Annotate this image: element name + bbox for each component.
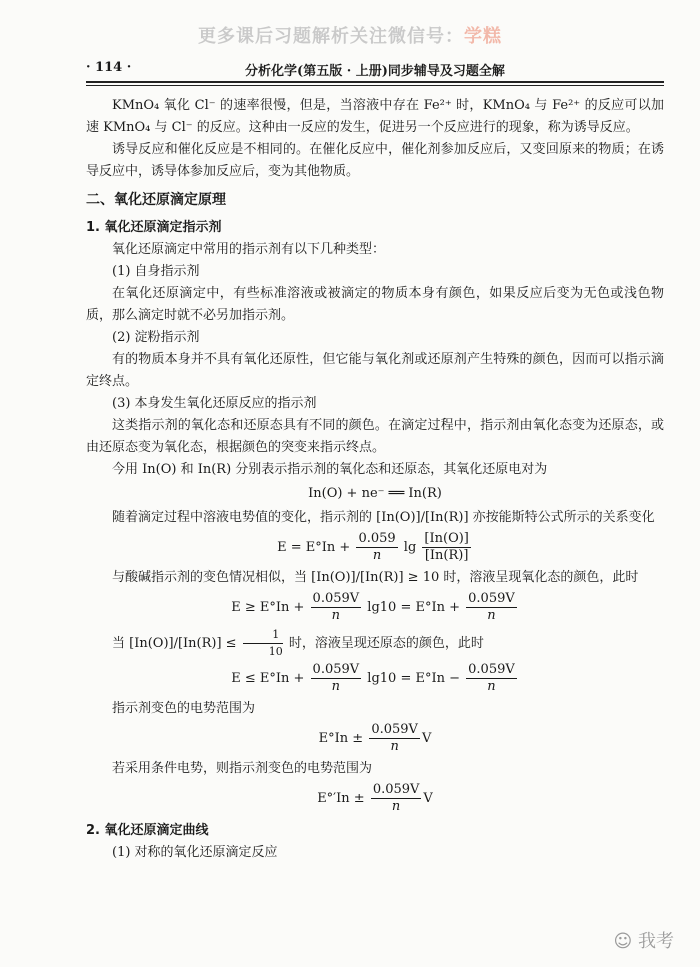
eq3-den: n [331, 608, 341, 623]
reduced-text-a: 当 [In(O)]/[In(R)] ≤ [112, 636, 237, 651]
eq6-unit: V [423, 791, 433, 806]
redox-couple-equation: In(O) + ne⁻ ══ In(R) [308, 486, 442, 501]
bottom-watermark-text: 我考 [638, 931, 674, 952]
paragraph-induced-vs-catalytic: 诱导反应和催化反应是不相同的。在催化反应中，催化剂参加反应后，又变回原来的物质；在诱导反应中，诱导体参加反应后，变为其他物质。 [86, 142, 664, 179]
oxidized-color-text: 与酸碱指示剂的变色情况相似，当 [In(O)]/[In(R)] ≥ 10 时，溶液呈现氧化态的颜色，此时 [112, 570, 639, 585]
wechat-icon: ☺ [613, 931, 633, 952]
subsection-title-indicators: 1. 氧化还原滴定指示剂 [86, 220, 222, 235]
type3-title: (3) 本身发生氧化还原反应的指示剂 [112, 396, 317, 411]
eq6-num: 0.059V [372, 782, 420, 797]
eq4-num: 0.059V [312, 662, 360, 677]
eq2-lden: [In(R)] [424, 548, 469, 563]
eq2-lnum: [In(O)] [424, 531, 469, 546]
type3-text: 这类指示剂的氧化态和还原态具有不同的颜色。在滴定过程中，指示剂由氧化态变为还原态，或由还原态变为氧化态，根据颜色的突变来指示终点。 [86, 418, 664, 455]
eq3-lhs: E ≥ E°In + [231, 600, 305, 615]
conditional-range-equation [86, 782, 664, 816]
reduced-frac-num: 1 [243, 627, 283, 644]
reduced-color-text [86, 627, 664, 660]
eq3-num2: 0.059V [468, 591, 515, 606]
eq4-den: n [331, 679, 341, 694]
in-definition-text: 今用 In(O) 和 In(R) 分别表示指示剂的氧化态和还原态，其氧化还原电对为 [112, 462, 548, 477]
type1-text: 在氧化还原滴定中，有些标准溶液或被滴定的物质本身有颜色，如果反应后变为无色或浅色物质，那么滴定时就不必另加指示剂。 [86, 286, 664, 323]
conditional-potential-text: 若采用条件电势，则指示剂变色的电势范围为 [112, 761, 373, 776]
page-content [86, 95, 664, 864]
subsection-title-curves: 2. 氧化还原滴定曲线 [86, 823, 209, 838]
eq6-den: n [391, 799, 401, 814]
reduced-equation [86, 662, 664, 696]
type1-title: (1) 自身指示剂 [112, 264, 200, 279]
header-rule [86, 81, 664, 83]
eq2-lg: lg [403, 540, 417, 555]
eq3-den2: n [487, 608, 496, 623]
symmetric-reaction-title: (1) 对称的氧化还原滴定反应 [112, 845, 278, 860]
eq4-mid: lg10 = E°In − [367, 671, 460, 686]
eq5-unit: V [421, 731, 432, 746]
eq3-num: 0.059V [312, 591, 360, 606]
eq2-den: n [372, 548, 382, 563]
type2-title: (2) 淀粉指示剂 [112, 330, 200, 345]
page-number: · 114 · [86, 60, 132, 75]
eq2-num: 0.059 [358, 531, 396, 546]
type2-text: 有的物质本身并不具有氧化还原性，但它能与氧化剂或还原剂产生特殊的颜色，因而可以指示滴定终点。 [86, 352, 664, 389]
section-title: 二、氧化还原滴定原理 [86, 192, 226, 208]
eq2-lhs: E = E°In + [277, 540, 351, 555]
header-rule-thin [86, 85, 664, 86]
eq4-num2: 0.059V [468, 662, 515, 677]
watermark-main: 更多课后习题解析关注微信号： [198, 26, 464, 47]
nernst-equation [86, 531, 664, 565]
eq5-num: 0.059V [371, 722, 418, 737]
paragraph-induced-reaction: KMnO₄ 氧化 Cl⁻ 的速率很慢，但是，当溶液中存在 Fe²⁺ 时，KMnO₄ 与 Fe²⁺ 的反应可以加速 KMnO₄ 与 Cl⁻ 的反应。这种由一反应的发生，促进另一个反应进行的现象，称为诱导反应。 [86, 98, 664, 135]
book-title: 分析化学(第五版 · 上册)同步辅导及习题全解 [245, 64, 505, 79]
potential-range-equation [86, 722, 664, 756]
nernst-text: 随着滴定过程中溶液电势值的变化，指示剂的 [In(O)]/[In(R)] 亦按能斯特公式所示的关系变化 [112, 510, 655, 525]
eq3-mid: lg10 = E°In + [367, 600, 460, 615]
eq6-lhs: E°′In ± [317, 791, 365, 806]
watermark-accent: 学糕 [464, 26, 502, 47]
reduced-frac-den: 10 [268, 645, 283, 658]
page-header [86, 58, 664, 80]
eq5-lhs: E°In ± [318, 731, 364, 746]
top-watermark [0, 22, 700, 48]
indicators-intro: 氧化还原滴定中常用的指示剂有以下几种类型： [112, 242, 386, 257]
eq4-lhs: E ≤ E°In + [231, 671, 305, 686]
eq5-den: n [390, 739, 399, 754]
reduced-text-b: 时，溶液呈现还原态的颜色，此时 [288, 636, 484, 651]
oxidized-equation [86, 591, 664, 625]
bottom-watermark [614, 927, 675, 953]
potential-range-text: 指示剂变色的电势范围为 [112, 701, 256, 716]
eq4-den2: n [487, 679, 496, 694]
